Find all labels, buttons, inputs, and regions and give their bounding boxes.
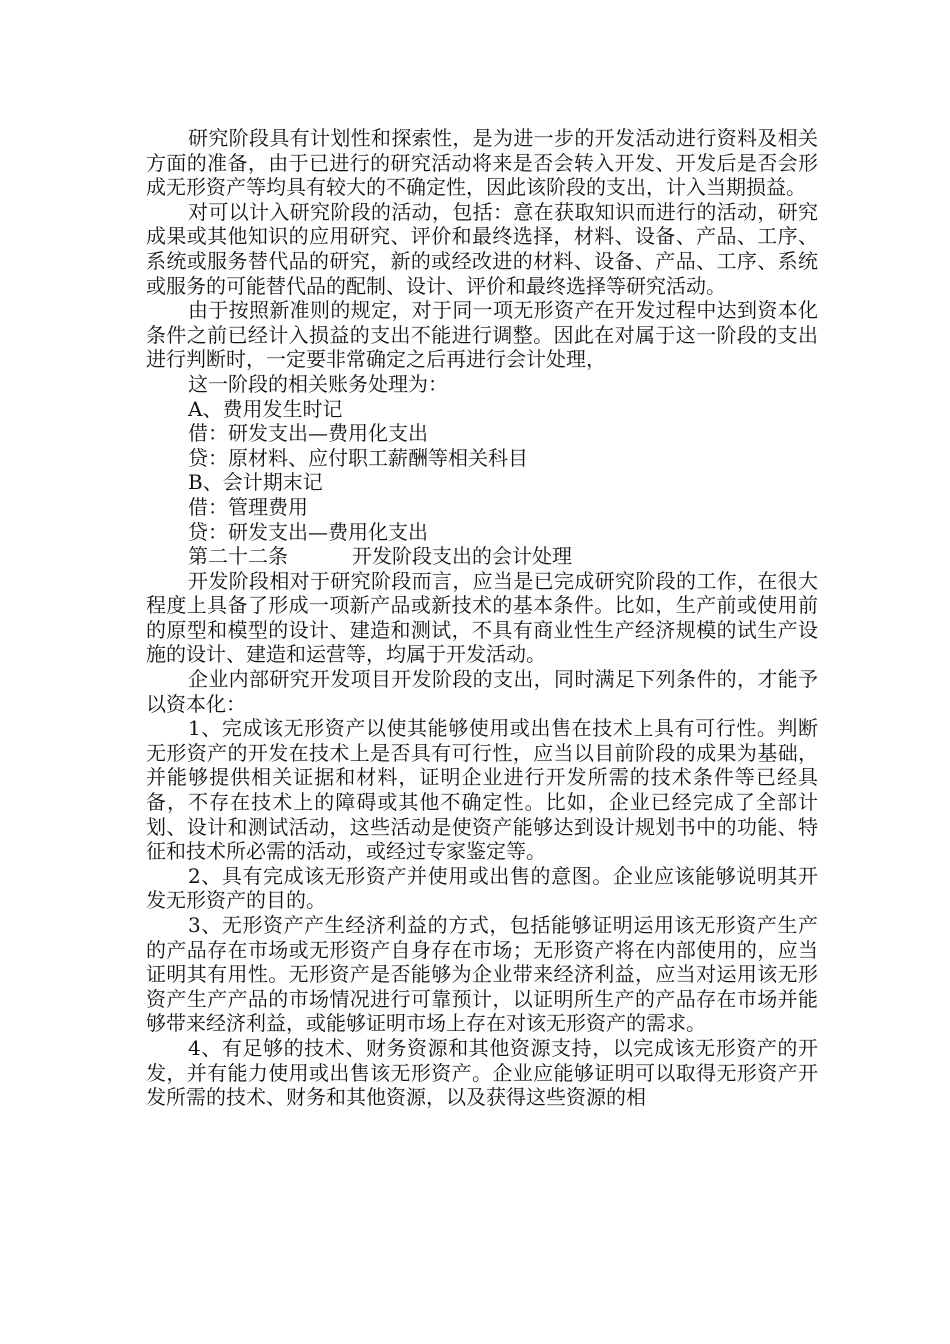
paragraph-development-stage: 开发阶段相对于研究阶段而言，应当是已完成研究阶段的工作，在很大程度上具备了形成一项新产品或新技术的基本条件。比如，生产前或使用前的原型和模型的设计、建造和测试，不具有商业性生产经济规模的试生产设施的设计、建造和运营等，均属于开发活动。: [146, 568, 818, 667]
paragraph-research-stage: 研究阶段具有计划性和探索性，是为进一步的开发活动进行资料及相关方面的准备，由于已进行的研究活动将来是否会转入开发、开发后是否会形成无形资产等均具有较大的不确定性，因此该阶段的支出，计入当期损益。: [146, 126, 818, 200]
paragraph-new-standard: 由于按照新准则的规定，对于同一项无形资产在开发过程中达到资本化条件之前已经计入损益的支出不能进行调整。因此在对属于这一阶段的支出进行判断时，一定要非常确定之后再进行会计处理，: [146, 298, 818, 372]
entry-debit-a: 借：研发支出—费用化支出: [188, 421, 428, 446]
document-body: [146, 126, 818, 1110]
entry-heading-a: A、费用发生时记: [188, 396, 343, 421]
article-heading: [146, 544, 818, 569]
accounting-intro-line: 这一阶段的相关账务处理为：: [188, 371, 448, 396]
article-title: 开发阶段支出的会计处理: [352, 544, 572, 569]
condition-3: 3、无形资产产生经济利益的方式，包括能够证明运用该无形资产生产的产品存在市场或无形资产自身存在市场；无形资产将在内部使用的，应当证明其有用性。无形资产是否能够为企业带来经济利益，应当对运用该无形资产生产产品的市场情况进行可靠预计，以证明所生产的产品存在市场并能够带来经济利益，或能够证明市场上存在对该无形资产的需求。: [146, 913, 818, 1036]
entry-debit-b: 借：管理费用: [188, 494, 308, 519]
paragraph-research-activities: 对可以计入研究阶段的活动，包括：意在获取知识而进行的活动，研究成果或其他知识的应用研究、评价和最终选择，材料、设备、产品、工序、系统或服务替代品的研究，新的或经改进的材料、设备、产品、工序、系统或服务的可能替代品的配制、设计、评价和最终选择等研究活动。: [146, 199, 818, 298]
entry-heading-b: B、会计期末记: [188, 470, 323, 495]
condition-2: 2、具有完成该无形资产并使用或出售的意图。企业应该能够说明其开发无形资产的目的。: [146, 863, 818, 913]
condition-1: 1、完成该无形资产以使其能够使用或出售在技术上具有可行性。判断无形资产的开发在技术上是否具有可行性，应当以目前阶段的成果为基础，并能够提供相关证据和材料，证明企业进行开发所需的技术条件等已经具备，不存在技术上的障碍或其他不确定性。比如，企业已经完成了全部计划、设计和测试活动，这些活动是使资产能够达到设计规划书中的功能、特征和技术所必需的活动，或经过专家鉴定等。: [146, 716, 818, 864]
paragraph-capitalization-conditions: 企业内部研究开发项目开发阶段的支出，同时满足下列条件的，才能予以资本化：: [146, 667, 818, 716]
condition-4: 4、有足够的技术、财务资源和其他资源支持，以完成该无形资产的开发，并有能力使用或出售该无形资产。企业应能够证明可以取得无形资产开发所需的技术、财务和其他资源，以及获得这些资源的相: [146, 1035, 818, 1110]
article-number: 第二十二条: [188, 544, 288, 569]
entry-credit-b: 贷：研发支出—费用化支出: [188, 519, 428, 544]
entry-credit-a: 贷：原材料、应付职工薪酬等相关科目: [188, 445, 528, 470]
